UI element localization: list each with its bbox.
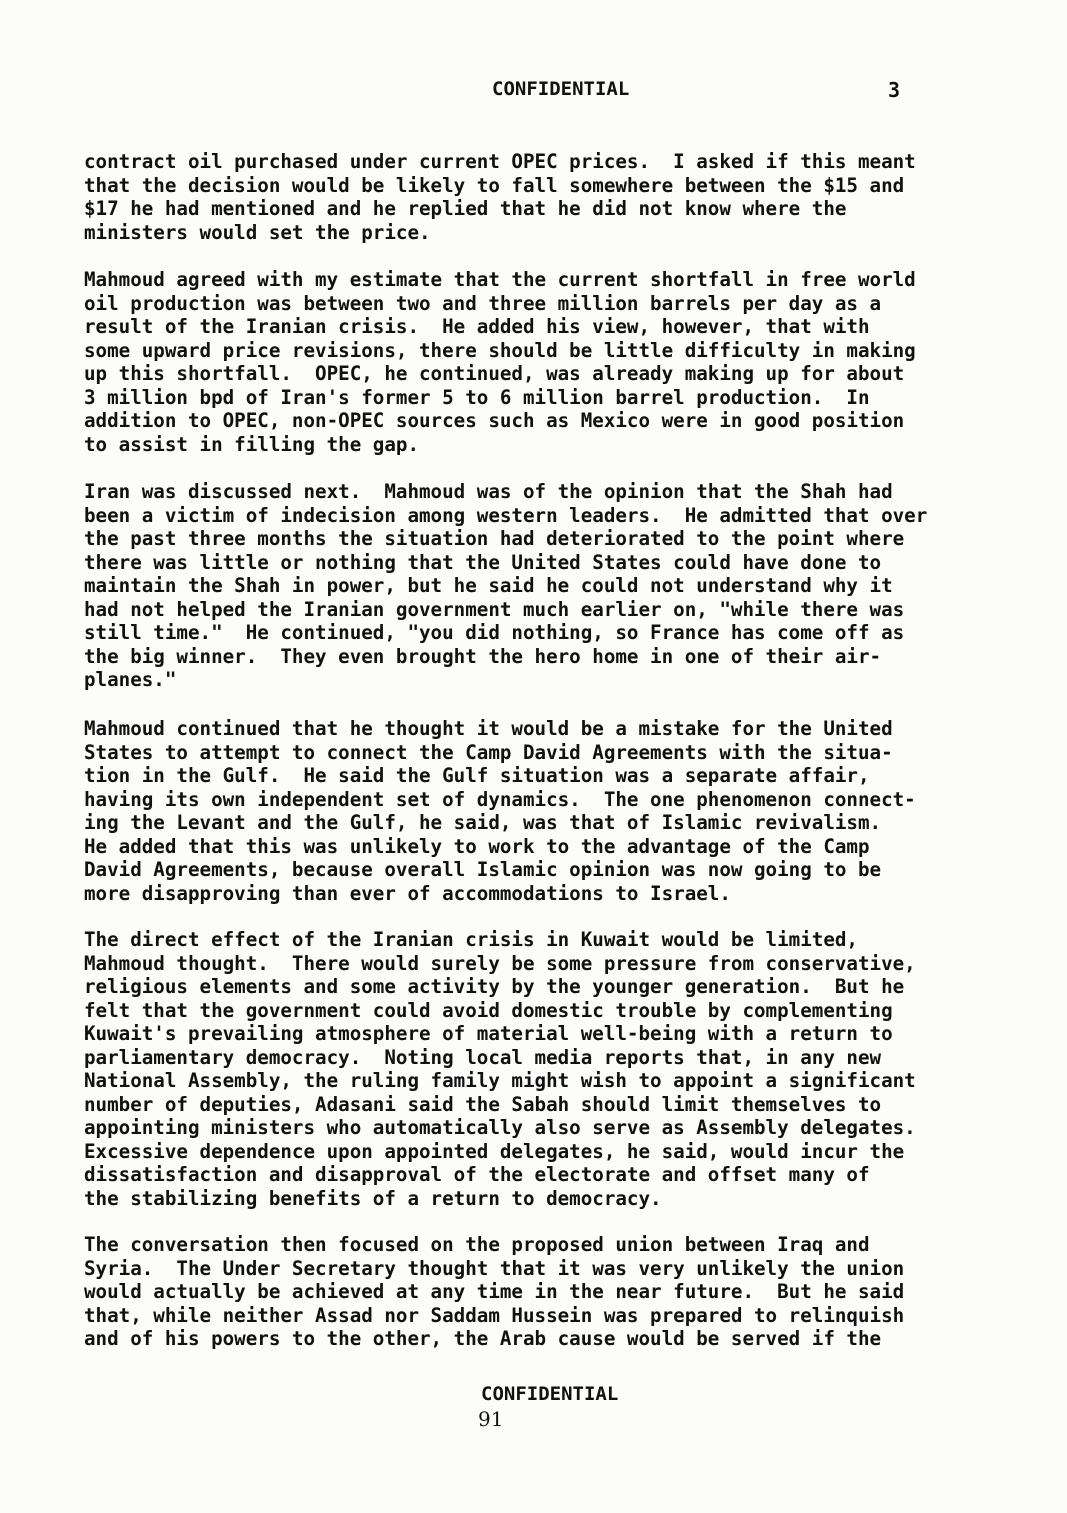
header-page-number: 3 (888, 78, 901, 102)
header-classification: CONFIDENTIAL (492, 78, 630, 100)
footer-page-number: 91 (478, 1407, 504, 1431)
paragraph-iraq-syria: The conversation then focused on the proposed union between Iraq and Syria. The Under Secretary thought that it was very unlikely the union would actually be achieved at any time in the near future. But he said that, while neither Assad nor Saddam Hussein was prepared to relinquish and of his powers to the other, the Arab cause would be served if the (84, 1233, 905, 1350)
paragraph-iran: Iran was discussed next. Mahmoud was of the opinion that the Shah had been a victim of indecision among western leaders. He admitted that over the past three months the situation had deteriorated to the point where there was little or nothing that the United States could have done to maintain the Shah in power, but he said he could not understand why it had not helped the Iranian government much earlier on, "while there was still time." He continued, "you did nothing, so France has come off as the big winner. They even brought the hero home in one of their air- planes." (84, 480, 928, 691)
paragraph-kuwait: The direct effect of the Iranian crisis in Kuwait would be limited, Mahmoud thought. There would surely be some pressure from conservative, religious elements and some activity by the younger generation. But he felt that the government could avoid domestic trouble by complementing Kuwait's prevailing atmosphere of material well-being with a return to parliamentary democracy. Noting local media reports that, in any new National Assembly, the ruling family might wish to appoint a significant number of deputies, Adasani said the Sabah should limit themselves to appointing ministers who automatically also serve as Assembly delegates. Excessive dependence upon appointed delegates, he said, would incur the dissatisfaction and disapproval of the electorate and offset many of the stabilizing benefits of a return to democracy. (84, 928, 916, 1210)
paragraph-oil-shortfall: Mahmoud agreed with my estimate that the current shortfall in free world oil production was between two and three million barrels per day as a result of the Iranian crisis. He added his view, however, that with some upward price revisions, there should be little difficulty in making up this shortfall. OPEC, he continued, was already making up for about 3 million bpd of Iran's former 5 to 6 million barrel production. In addition to OPEC, non-OPEC sources such as Mexico were in good position to assist in filling the gap. (84, 268, 916, 456)
paragraph-camp-david: Mahmoud continued that he thought it would be a mistake for the United States to attempt to connect the Camp David Agreements with the situa- tion in the Gulf. He said the Gulf situation was a separate affair, having its own independent set of dynamics. The one phenomenon connect- ing the Levant and the Gulf, he said, was that of Islamic revivalism. He added that this was unlikely to work to the advantage of the Camp David Agreements, because overall Islamic opinion was now going to be more disapproving than ever of accommodations to Israel. (84, 717, 916, 905)
paragraph-oil-price: contract oil purchased under current OPEC prices. I asked if this meant that the decision would be likely to fall somewhere between the $15 and $17 he had mentioned and he replied that he did not know where the ministers would set the price. (84, 150, 916, 244)
footer-classification: CONFIDENTIAL (481, 1383, 619, 1405)
